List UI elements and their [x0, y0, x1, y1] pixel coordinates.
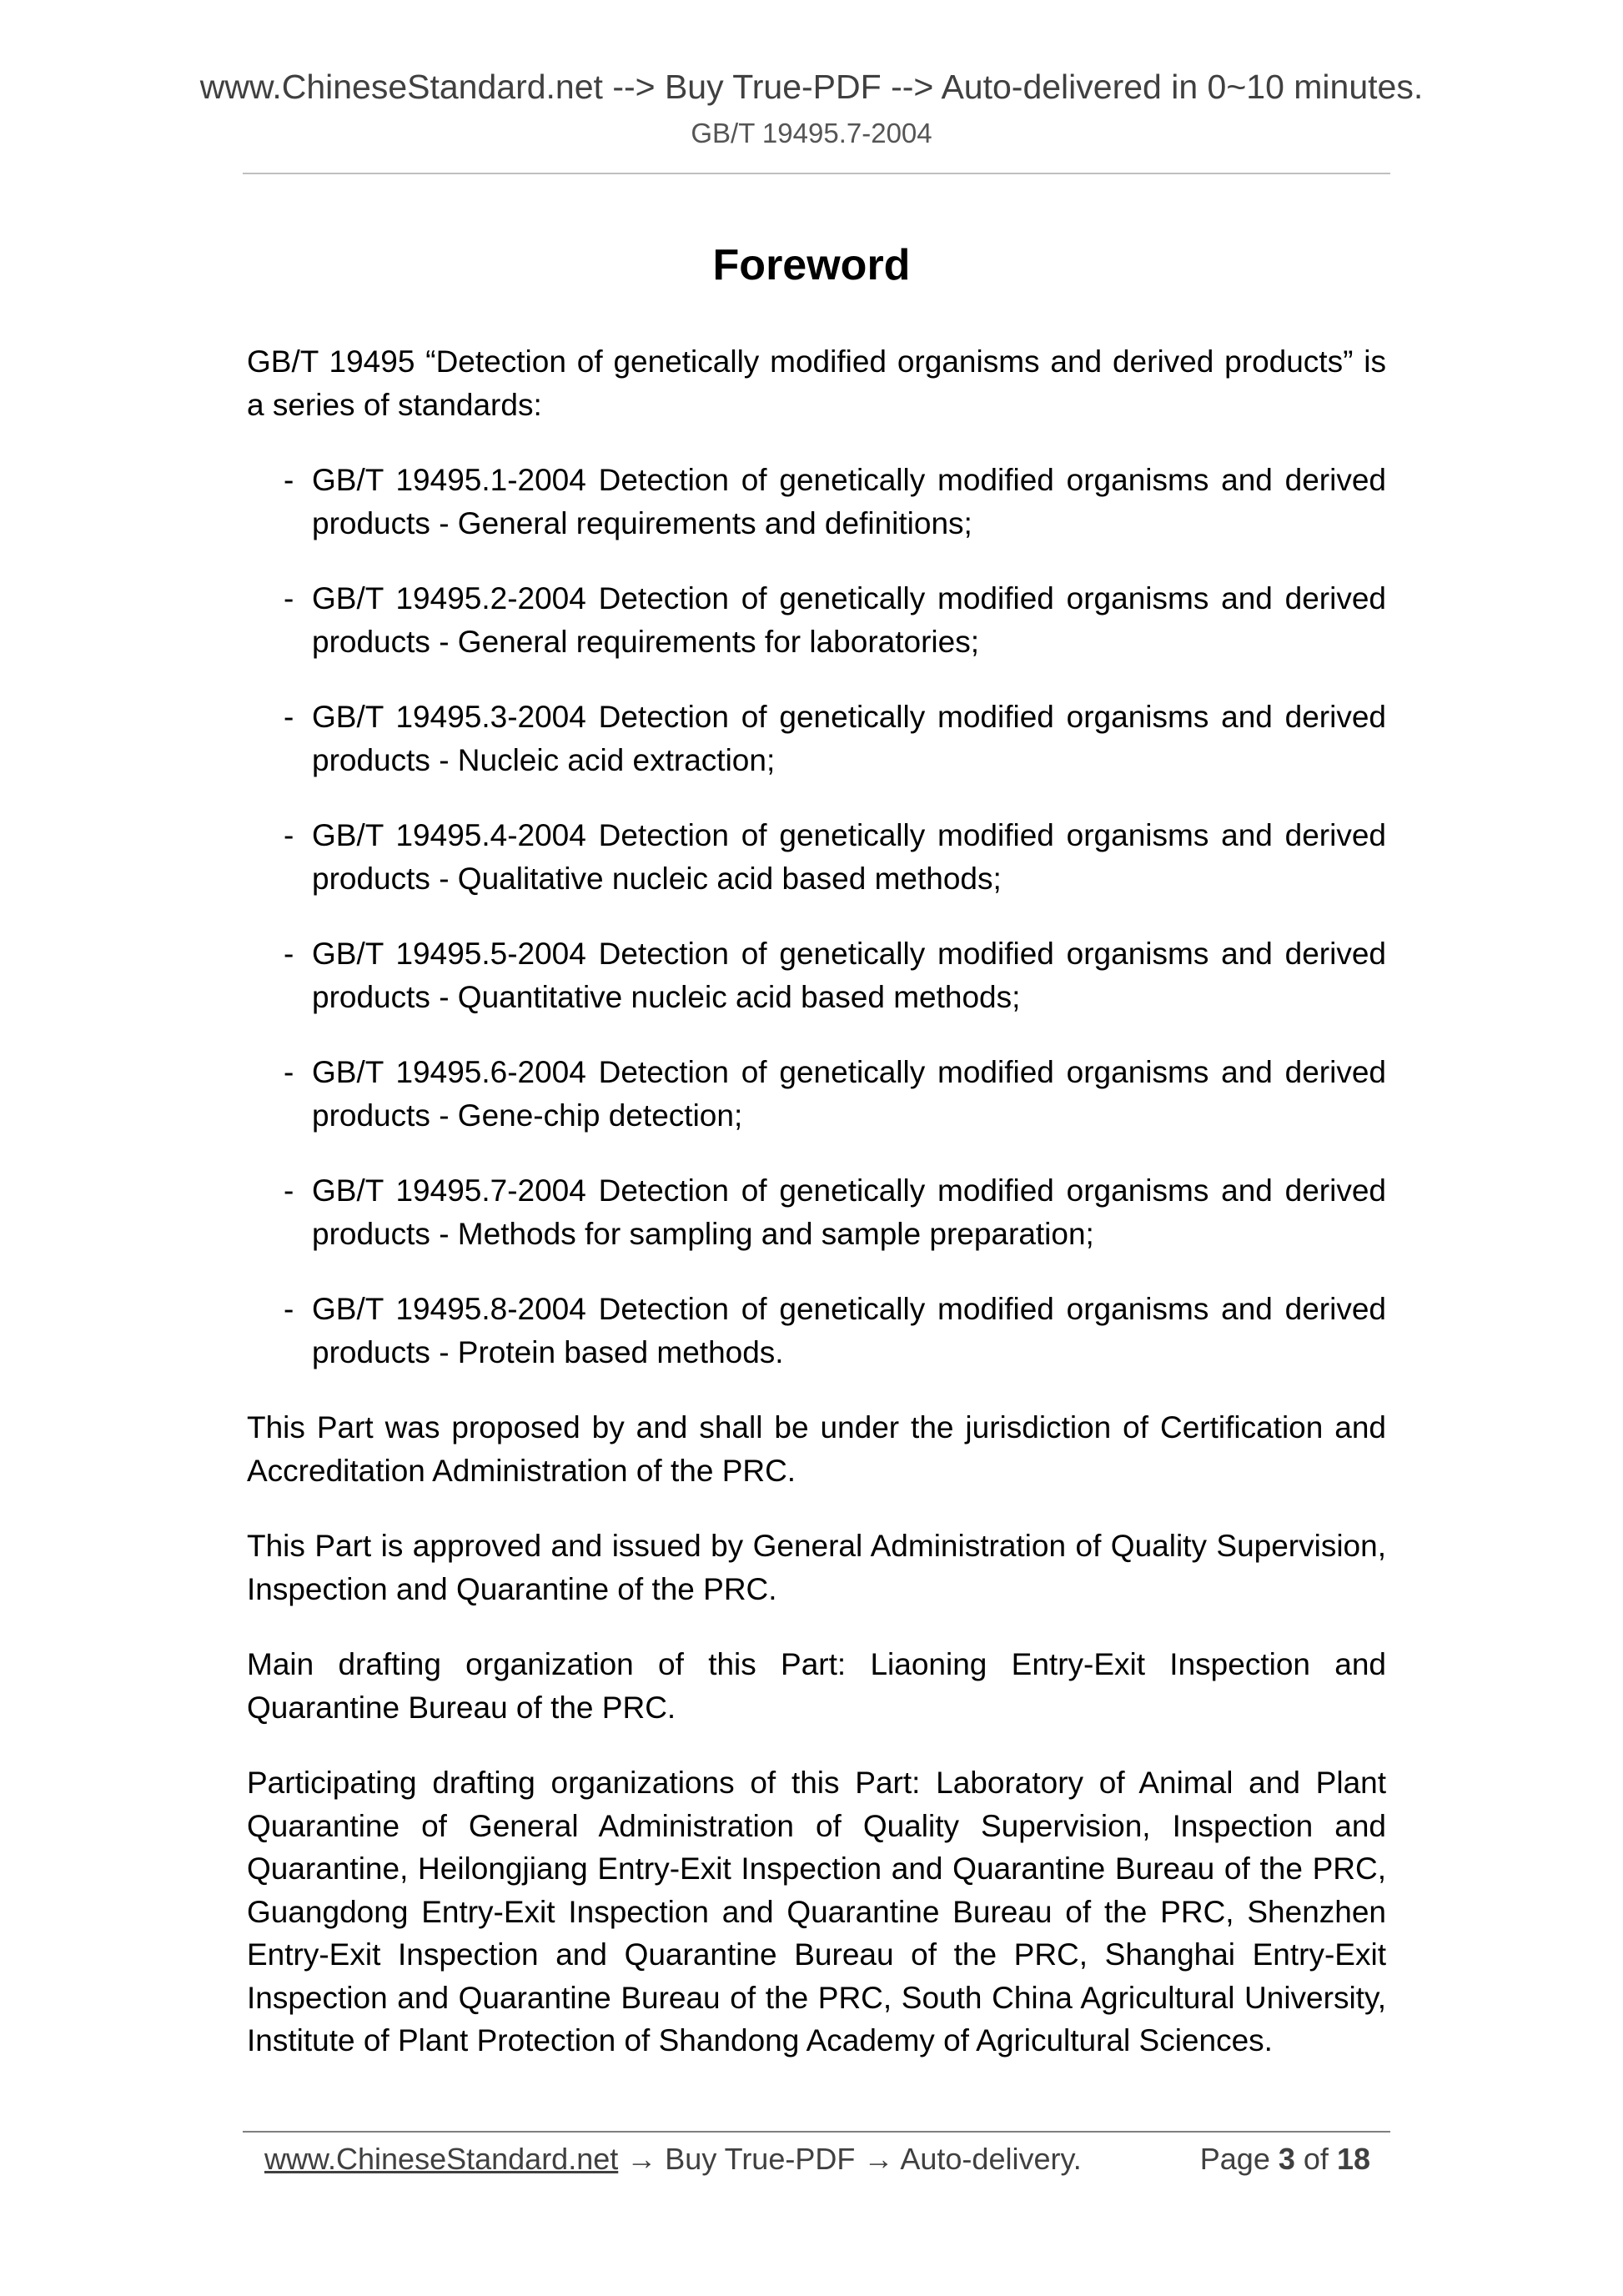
page-total: 18: [1336, 2142, 1370, 2176]
list-dash: -: [284, 700, 294, 734]
page-of: of: [1303, 2142, 1329, 2176]
list-item-text: GB/T 19495.1-2004 Detection of genetically modified organisms and derived products - General requirements and definitions;: [312, 463, 1386, 540]
footer-promo: [264, 2139, 1082, 2179]
list-dash: -: [284, 937, 294, 971]
page-label: Page: [1199, 2142, 1270, 2176]
list-item-text: GB/T 19495.5-2004 Detection of genetically modified organisms and derived products - Quantitative nucleic acid based methods;: [312, 937, 1386, 1014]
proposed-paragraph: This Part was proposed by and shall be under the jurisdiction of Certification and Accreditation Administration of the PRC.: [247, 1410, 1386, 1488]
footer-divider: [243, 2131, 1390, 2133]
list-item: [247, 932, 1386, 1018]
arrow-right-icon: →: [626, 2142, 657, 2176]
list-item: [247, 1288, 1386, 1374]
page-title: Foreword: [712, 241, 911, 289]
list-item-text: GB/T 19495.6-2004 Detection of genetically modified organisms and derived products - Gene-chip detection;: [312, 1055, 1386, 1133]
standards-list: [247, 459, 1386, 1374]
list-item-text: GB/T 19495.8-2004 Detection of genetically modified organisms and derived products - Protein based methods.: [312, 1292, 1386, 1369]
list-dash: -: [284, 1173, 294, 1208]
header-banner: www.ChineseStandard.net --> Buy True-PDF --> Auto-delivered in 0~10 minutes.: [199, 68, 1424, 106]
header-divider: [243, 173, 1390, 174]
page-footer: [264, 2139, 1370, 2181]
arrow-right-icon: →: [863, 2142, 894, 2176]
list-item-text: GB/T 19495.2-2004 Detection of genetically modified organisms and derived products - General requirements for laboratories;: [312, 581, 1386, 659]
participating-drafting-paragraph: Participating drafting organizations of this Part: Laboratory of Animal and Plant Quarantine of General Administration of Quality Supervision, Inspection and Quarantine, Heilongjiang Entry-Exit Inspection and Quarantine Bureau of the PRC, Guangdong Entry-Exit Inspection and Quarantine Bureau of the PRC, Shenzhen Entry-Exit Inspection and Quarantine Bureau of the PRC, Shanghai Entry-Exit Inspection and Quarantine Bureau of the PRC, South China Agricultural University, Institute of Plant Protection of Shandong Academy of Agricultural Sciences.: [247, 1766, 1386, 2057]
list-item: [247, 1169, 1386, 1255]
approved-paragraph: This Part is approved and issued by General Administration of Quality Supervision, Inspection and Quarantine of the PRC.: [247, 1529, 1386, 1606]
main-drafting-paragraph: Main drafting organization of this Part: Liaoning Entry-Exit Inspection and Quarantine Bureau of the PRC.: [247, 1647, 1386, 1725]
footer-auto-text: Auto-delivery.: [900, 2142, 1082, 2176]
list-item: [247, 696, 1386, 781]
list-dash: -: [284, 1292, 294, 1326]
list-item: [247, 577, 1386, 663]
page-number: [1200, 2139, 1370, 2179]
list-dash: -: [284, 463, 294, 497]
list-item-text: GB/T 19495.4-2004 Detection of genetically modified organisms and derived products - Qualitative nucleic acid based methods;: [312, 818, 1386, 896]
document-body: [247, 340, 1386, 2095]
page-current: 3: [1278, 2142, 1295, 2176]
document-id: GB/T 19495.7-2004: [691, 118, 932, 148]
list-item-text: GB/T 19495.3-2004 Detection of genetically modified organisms and derived products - Nucleic acid extraction;: [312, 700, 1386, 777]
list-item: [247, 814, 1386, 900]
list-item: [247, 459, 1386, 545]
list-dash: -: [284, 581, 294, 615]
list-dash: -: [284, 818, 294, 852]
list-item-text: GB/T 19495.7-2004 Detection of genetically modified organisms and derived products - Methods for sampling and sample preparation;: [312, 1173, 1386, 1251]
intro-paragraph: GB/T 19495 “Detection of genetically modified organisms and derived products” is a series of standards:: [247, 344, 1386, 422]
list-item: [247, 1051, 1386, 1137]
list-dash: -: [284, 1055, 294, 1089]
footer-buy-text: Buy True-PDF: [665, 2142, 856, 2176]
footer-site-link[interactable]: www.ChineseStandard.net: [264, 2142, 619, 2176]
